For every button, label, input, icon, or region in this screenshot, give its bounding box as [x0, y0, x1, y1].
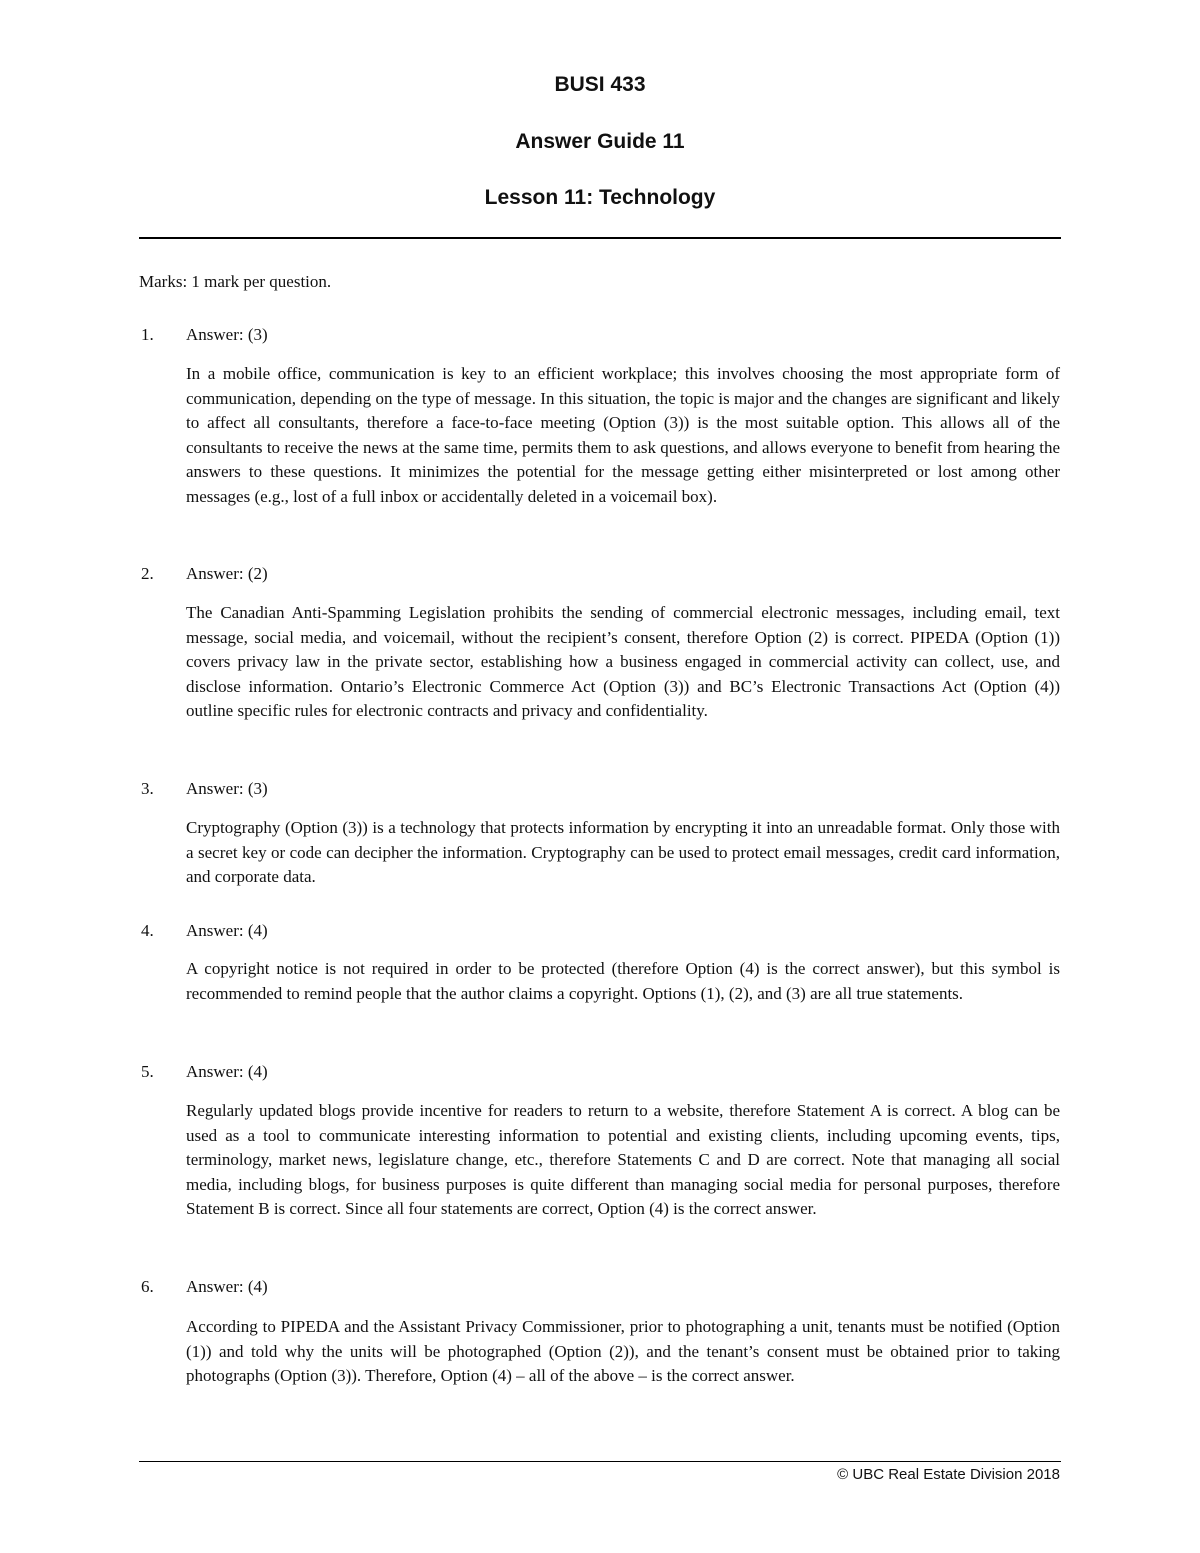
question-number: 5.: [141, 1062, 154, 1081]
question-number: 2.: [141, 564, 154, 583]
answer-label: Answer: (4): [186, 1062, 268, 1081]
answer-label: Answer: (4): [186, 1277, 268, 1296]
answer-label: Answer: (3): [186, 325, 268, 344]
lesson-title: Lesson 11: Technology: [484, 186, 716, 209]
answer-label: Answer: (2): [186, 564, 268, 583]
marks-note: Marks: 1 mark per question.: [139, 272, 332, 291]
answer-label: Answer: (4): [186, 921, 268, 940]
answer-explanation: In a mobile office, communication is key to an efficient workplace; this involves choosing the most appropriate form of communication, depending on the type of message. In this situation, the topic is major and the changes are significant and likely to affect all consultants, therefore a face-to-face meeting (Option (3)) is the most suitable option. This allows all of the consultants to receive the news at the same time, permits them to ask questions, and allows everyone to benefit from hearing the answers to these questions. It minimizes the potential for the message getting either misinterpreted or lost among other messages (e.g., lost of a full inbox or accidentally deleted in a voicemail box).: [186, 364, 1060, 506]
question-number: 4.: [141, 921, 154, 940]
answer-explanation: Regularly updated blogs provide incentive for readers to return to a website, therefore Statement A is correct. A blog can be used as a tool to communicate interesting information to potential and existing clients, including upcoming events, tips, terminology, market news, legislature change, etc., therefore Statements C and D are correct. Note that managing all social media, including blogs, for business purposes is quite different than managing social media for personal purposes, therefore Statement B is correct. Since all four statements are correct, Option (4) is the correct answer.: [186, 1101, 1060, 1218]
header-divider: [139, 237, 1061, 239]
guide-title: Answer Guide 11: [515, 130, 685, 153]
answer-explanation: The Canadian Anti-Spamming Legislation prohibits the sending of commercial electronic messages, including email, text message, social media, and voicemail, without the recipient’s consent, therefore Option (2) is correct. PIPEDA (Option (1)) covers privacy law in the private sector, establishing how a business engaged in commercial activity can collect, use, and disclose information. Ontario’s Electronic Commerce Act (Option (3)) and BC’s Electronic Transactions Act (Option (4)) outline specific rules for electronic contracts and privacy and confidentiality.: [186, 603, 1060, 720]
copyright-footer: © UBC Real Estate Division 2018: [837, 1466, 1060, 1483]
answer-explanation: Cryptography (Option (3)) is a technology that protects information by encrypting it into an unreadable format. Only those with a secret key or code can decipher the information. Cryptography can be used to protect email messages, credit card information, and corporate data.: [186, 818, 1060, 886]
answer-explanation: A copyright notice is not required in order to be protected (therefore Option (4) is the correct answer), but this symbol is recommended to remind people that the author claims a copyright. Options (1), (2), and (3) are all true statements.: [186, 959, 1060, 1003]
question-number: 6.: [141, 1277, 154, 1296]
question-number: 3.: [141, 779, 154, 798]
footer-divider: [139, 1461, 1061, 1462]
course-code: BUSI 433: [554, 73, 646, 96]
answer-explanation: According to PIPEDA and the Assistant Privacy Commissioner, prior to photographing a unit, tenants must be notified (Option (1)) and told why the units will be photographed (Option (2)), and the tenant’s consent must be obtained prior to taking photographs (Option (3)). Therefore, Option (4) – all of the above – is the correct answer.: [186, 1317, 1060, 1385]
question-number: 1.: [141, 325, 154, 344]
answer-label: Answer: (3): [186, 779, 268, 798]
